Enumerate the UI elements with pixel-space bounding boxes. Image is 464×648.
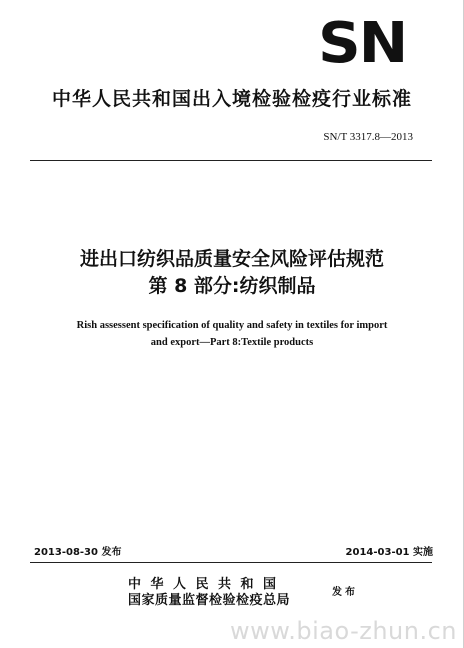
standard-code: SN/T 3317.8—2013 <box>323 131 413 143</box>
issuer-agency: 国家质量监督检验检疫总局 <box>128 593 291 608</box>
issuer-country: 中华人民共和国 <box>128 577 286 592</box>
header-divider <box>30 160 432 161</box>
document-title-en-line2: and export—Part 8:Textile products <box>150 337 314 348</box>
document-title-en <box>60 317 404 351</box>
issuer-block <box>128 577 328 609</box>
issue-date: 2013-08-30 发布 <box>34 547 122 558</box>
footer-divider <box>30 562 432 563</box>
document-title-zh-line2: 第 8 部分:纺织制品 <box>148 275 316 297</box>
document-title-en-line1: Rish assessent specification of quality and safety in textiles for import <box>76 320 388 331</box>
implementation-date: 2014-03-01 实施 <box>345 547 433 558</box>
sn-logo: SN <box>318 11 407 76</box>
document-title-zh-line1: 进出口纺织品质量安全风险评估规范 <box>79 248 384 270</box>
issuer-action: 发布 <box>332 587 358 598</box>
standard-category-title: 中华人民共和国出入境检验检疫行业标准 <box>51 88 412 110</box>
watermark: www.biao-zhun.cn <box>230 617 457 645</box>
